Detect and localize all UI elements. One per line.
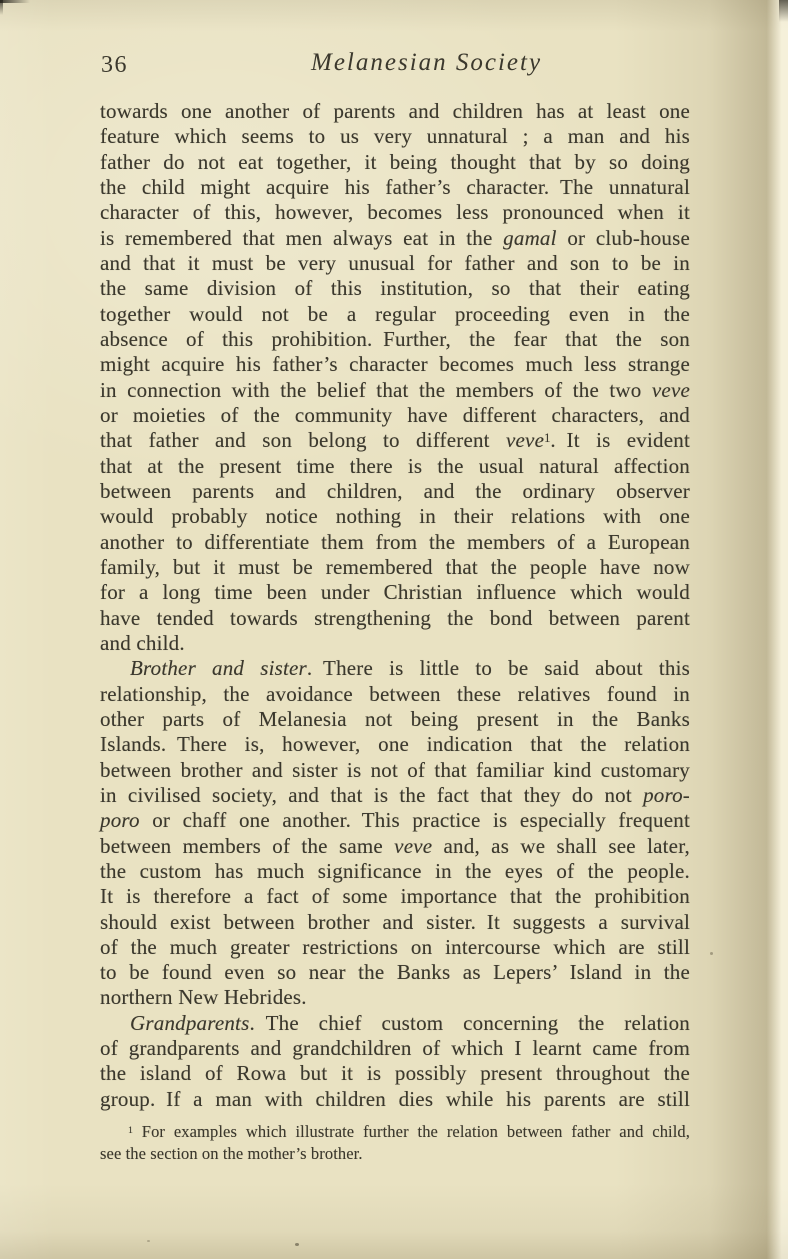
running-title: Melanesian Society (311, 49, 543, 76)
text-run: that father and son belong to different (100, 428, 507, 453)
text-run: or chaff one another. This practice is especially frequent (139, 808, 690, 833)
text-run: the island of Rowa but it is possibly present throughout the (100, 1061, 690, 1086)
footnote (100, 1121, 690, 1165)
text-line (100, 656, 690, 681)
text-line (100, 302, 690, 327)
scan-speck (295, 1243, 299, 1246)
italic-term: Brother and sister (130, 656, 307, 681)
text-run: is remembered that men always eat in the (100, 225, 504, 250)
text-run: family, but it must be remembered that the people have now (100, 554, 690, 579)
text-line (100, 910, 690, 935)
text-line (100, 1143, 690, 1165)
text-line (100, 378, 690, 403)
text-run: other parts of Melanesia not being present in the Banks (100, 706, 690, 731)
scan-edge-artifact-top-right (779, 0, 788, 22)
text-line (100, 1036, 690, 1061)
text-run: towards one another of parents and children has at least one (100, 99, 690, 123)
text-line (100, 631, 690, 656)
text-line (100, 985, 690, 1010)
text-line (100, 251, 690, 276)
text-line (100, 530, 690, 555)
text-line (100, 884, 690, 909)
text-run: in connection with the belief that the members of the two (100, 377, 652, 402)
text-run: and that it must be very unusual for father and son to be in (100, 250, 690, 275)
italic-term: veve (651, 377, 690, 402)
text-line (100, 1087, 690, 1112)
text-line (100, 1061, 690, 1086)
paragraph-brother-and-sister (100, 656, 690, 1011)
text-line (100, 960, 690, 985)
footnote-marker: 1 (128, 1124, 133, 1136)
text-run: For examples which illustrate further the relation between father and child, (132, 1122, 690, 1141)
italic-term: veve (394, 833, 433, 858)
paragraph-grandparents (100, 1011, 690, 1112)
text-line (100, 276, 690, 301)
text-line (100, 226, 690, 251)
text-line (100, 175, 690, 200)
text-run: that at the present time there is the usual natural affection (100, 453, 690, 478)
italic-term: Grandparents (130, 1010, 250, 1035)
text-run: the child might acquire his father’s character. The unnatural (100, 174, 690, 199)
text-line (100, 732, 690, 757)
text-run: have tended towards strengthening the bond between parent (100, 605, 690, 630)
text-run: between members of the same (100, 833, 395, 858)
text-line (100, 327, 690, 352)
scan-speck (710, 952, 713, 955)
text-line (100, 555, 690, 580)
text-run: another to differentiate them from the members of a European (100, 529, 690, 554)
text-line (100, 758, 690, 783)
text-line (100, 783, 690, 808)
text-line (100, 808, 690, 833)
text-run: group. If a man with children dies while his parents are still (100, 1086, 690, 1111)
text-run: would probably notice nothing in their relations with one (100, 504, 690, 529)
text-line (100, 403, 690, 428)
text-line (100, 1011, 690, 1036)
scan-edge-artifact-top-left (0, 0, 30, 3)
text-run: . The chief custom concerning the relation (249, 1010, 690, 1035)
text-line (100, 150, 690, 175)
italic-term: poro (100, 808, 140, 833)
text-run: or club-house (556, 225, 691, 250)
text-run: might acquire his father’s character becomes much less strange (100, 352, 690, 377)
text-run: character of this, however, becomes less pronounced when it (100, 200, 690, 225)
italic-term: gamal (503, 225, 557, 250)
text-line (100, 124, 690, 149)
text-line (100, 504, 690, 529)
text-line (100, 834, 690, 859)
text-line (100, 428, 690, 453)
text-run: together would not be a regular proceeding even in the (100, 301, 690, 326)
text-run: relationship, the avoidance between these relatives found in (100, 681, 690, 706)
paragraph-parents-and-children (100, 99, 690, 656)
text-run: and child. (100, 630, 185, 655)
text-line (100, 99, 690, 124)
text-line (100, 200, 690, 225)
text-line (100, 580, 690, 605)
footnote-marker: 1 (544, 430, 551, 445)
text-run: father do not eat together, it being thought that by so doing (100, 149, 690, 174)
text-line (100, 352, 690, 377)
text-line (100, 606, 690, 631)
text-line (100, 859, 690, 884)
text-line (100, 935, 690, 960)
text-run: between parents and children, and the ordinary observer (100, 478, 690, 503)
text-line (100, 454, 690, 479)
text-run: feature which seems to us very unnatural ; a man and his (100, 124, 690, 149)
text-run: . It is evident (550, 428, 690, 453)
text-run: to be found even so near the Banks as Lepers’ Island in the (100, 960, 690, 985)
text-run: and, as we shall see later, (432, 833, 690, 858)
text-line (100, 682, 690, 707)
text-run: of grandparents and grandchildren of which I learnt came from (100, 1036, 690, 1061)
text-run: the custom has much significance in the eyes of the people. (100, 858, 690, 883)
text-block (100, 99, 690, 1112)
italic-term: veve (506, 428, 545, 453)
text-run: Islands. There is, however, one indication that the relation (100, 732, 690, 757)
text-line (100, 1121, 690, 1143)
text-run: for a long time been under Christian influence which would (100, 580, 690, 605)
text-run: It is therefore a fact of some importance that the prohibition (100, 884, 690, 909)
scan-speck (147, 1240, 150, 1242)
text-run: should exist between brother and sister. It suggests a survival (100, 909, 690, 934)
text-run: . There is little to be said about this (306, 656, 690, 681)
text-line (100, 707, 690, 732)
text-line (100, 479, 690, 504)
text-run: the same division of this institution, so that their eating (100, 276, 690, 301)
text-run: of the much greater restrictions on intercourse which are still (100, 934, 690, 959)
italic-term: poro- (643, 782, 690, 807)
text-run: absence of this prohibition. Further, the fear that the son (100, 326, 690, 351)
text-run: in civilised society, and that is the fact that they do not (100, 782, 644, 807)
scan-edge-artifact-left (0, 0, 3, 15)
text-run: or moieties of the community have different characters, and (100, 402, 690, 427)
text-run: northern New Hebrides. (100, 985, 307, 1010)
text-run: see the section on the mother’s brother. (100, 1144, 363, 1163)
page-number: 36 (101, 52, 128, 78)
text-run: between brother and sister is not of that familiar kind customary (100, 757, 690, 782)
